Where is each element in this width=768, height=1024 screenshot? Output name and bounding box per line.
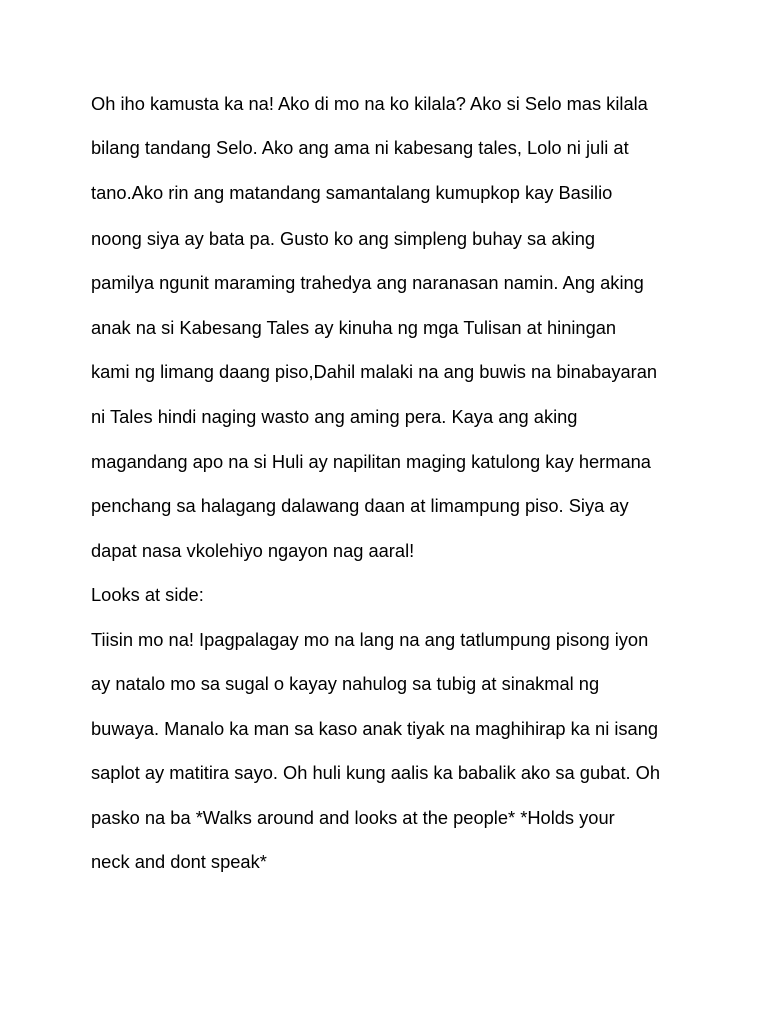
text-line: buwaya. Manalo ka man sa kaso anak tiyak na maghihirap ka ni isang xyxy=(91,718,659,739)
text-line: magandang apo na si Huli ay napilitan maging katulong kay hermana xyxy=(91,451,651,472)
text-line: ni Tales hindi naging wasto ang aming pera. Kaya ang aking xyxy=(91,406,578,427)
text-line: ay natalo mo sa sugal o kayay nahulog sa tubig at sinakmal ng xyxy=(91,673,600,694)
text-line: pamilya ngunit maraming trahedya ang naranasan namin. Ang aking xyxy=(91,272,644,293)
text-line: penchang sa halagang dalawang daan at limampung piso. Siya ay xyxy=(91,495,629,516)
text-line: bilang tandang Selo. Ako ang ama ni kabesang tales, Lolo ni juli at xyxy=(91,137,629,158)
stage-direction: Looks at side: xyxy=(91,584,204,605)
text-line: pasko na ba *Walks around and looks at the people* *Holds your xyxy=(91,807,615,828)
text-line: Oh iho kamusta ka na! Ako di mo na ko kilala? Ako si Selo mas kilala xyxy=(91,93,648,114)
text-line: tano.Ako rin ang matandang samantalang kumupkop kay Basilio xyxy=(91,182,613,203)
text-line: kami ng limang daang piso,Dahil malaki na ang buwis na binabayaran xyxy=(91,361,658,382)
text-line: dapat nasa vkolehiyo ngayon nag aaral! xyxy=(91,540,415,561)
text-line: anak na si Kabesang Tales ay kinuha ng mga Tulisan at hiningan xyxy=(91,317,617,338)
text-line: Tiisin mo na! Ipagpalagay mo na lang na ang tatlumpung pisong iyon xyxy=(91,629,649,650)
text-line: neck and dont speak* xyxy=(91,851,267,872)
text-line: saplot ay matitira sayo. Oh huli kung aalis ka babalik ako sa gubat. Oh xyxy=(91,762,661,783)
text-line: noong siya ay bata pa. Gusto ko ang simpleng buhay sa aking xyxy=(91,228,596,249)
